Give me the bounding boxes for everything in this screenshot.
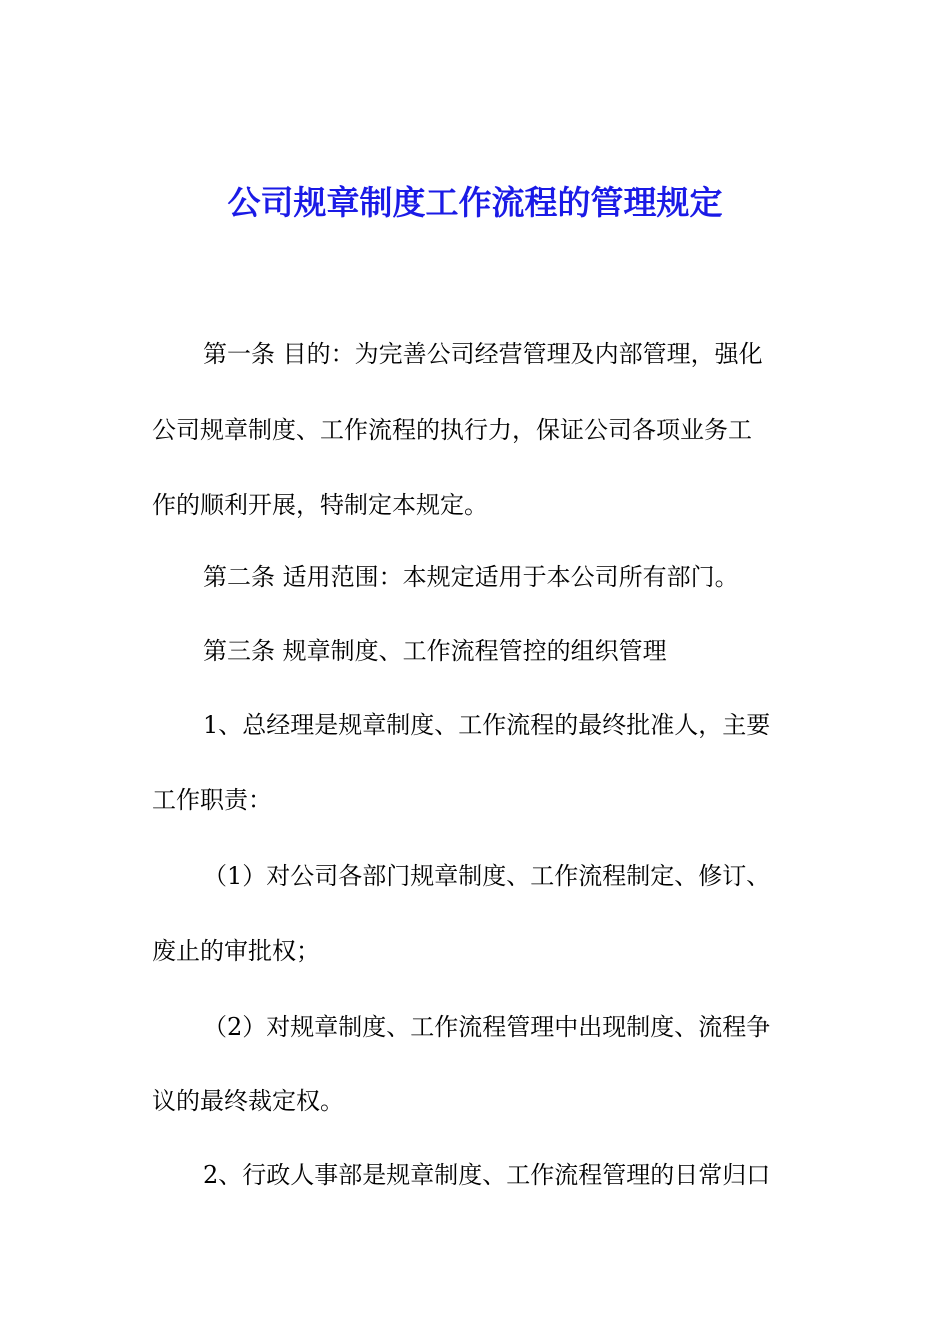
article-1-line-2: 公司规章制度、工作流程的执行力，保证公司各项业务工	[152, 416, 752, 444]
item-2-line-1: 2、行政人事部是规章制度、工作流程管理的日常归口	[203, 1161, 771, 1189]
subitem-1-line-2: 废止的审批权；	[152, 937, 320, 965]
item-1-line-1: 1、总经理是规章制度、工作流程的最终批准人，主要	[203, 711, 771, 739]
document-title: 公司规章制度工作流程的管理规定	[227, 183, 723, 222]
article-1-line-1: 第一条 目的：为完善公司经营管理及内部管理，强化	[203, 340, 763, 368]
article-1-line-3: 作的顺利开展，特制定本规定。	[152, 491, 488, 519]
subitem-1-line-1: （1）对公司各部门规章制度、工作流程制定、修订、	[203, 862, 771, 890]
subitem-2-line-2: 议的最终裁定权。	[152, 1087, 344, 1115]
article-2-line: 第二条 适用范围：本规定适用于本公司所有部门。	[203, 563, 739, 591]
subitem-2-line-1: （2）对规章制度、工作流程管理中出现制度、流程争	[203, 1013, 771, 1041]
article-3-heading: 第三条 规章制度、工作流程管控的组织管理	[203, 637, 667, 665]
item-1-line-2: 工作职责：	[152, 786, 272, 814]
